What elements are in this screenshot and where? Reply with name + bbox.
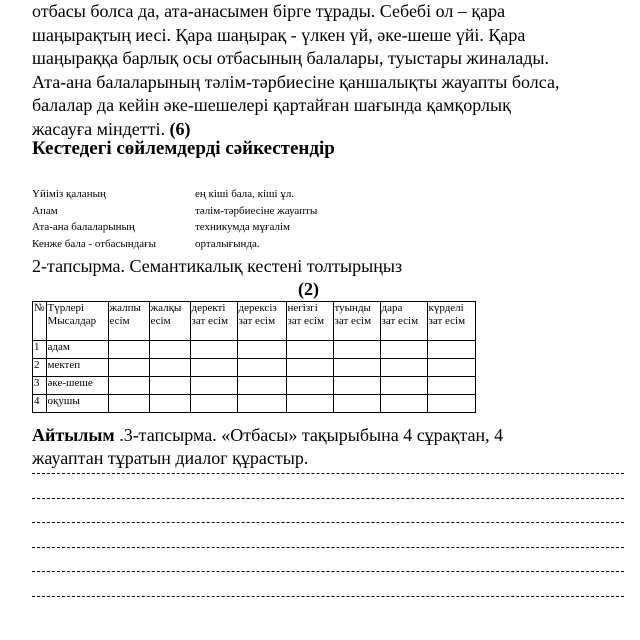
answer-cell[interactable] bbox=[149, 377, 190, 395]
row-word: әке-шеше bbox=[46, 377, 108, 395]
answer-line[interactable] bbox=[32, 571, 624, 572]
matching-right: орталығында. bbox=[195, 237, 260, 250]
answer-cell[interactable] bbox=[286, 395, 333, 413]
matching-left: Кенже бала - отбасындағы bbox=[32, 237, 157, 250]
answer-cell[interactable] bbox=[380, 359, 427, 377]
task2-title: 2-тапсырма. Семантикалық кестені толтырыңыз bbox=[32, 256, 403, 276]
answer-cell[interactable] bbox=[380, 377, 427, 395]
header-cell: жалпы есім bbox=[108, 302, 149, 341]
row-number: 4 bbox=[33, 395, 47, 413]
answer-cell[interactable] bbox=[286, 377, 333, 395]
answer-line[interactable] bbox=[32, 498, 624, 499]
header-cell: деректі зат есім bbox=[190, 302, 237, 341]
answer-cell[interactable] bbox=[108, 377, 149, 395]
answer-line[interactable] bbox=[32, 596, 624, 597]
matching-row bbox=[32, 236, 317, 253]
answer-line[interactable] bbox=[32, 547, 624, 548]
row-word: мектеп bbox=[46, 359, 108, 377]
row-number: 2 bbox=[33, 359, 47, 377]
answer-cell[interactable] bbox=[149, 341, 190, 359]
header-cell: № bbox=[33, 302, 47, 341]
answer-cell[interactable] bbox=[380, 341, 427, 359]
answer-cell[interactable] bbox=[149, 395, 190, 413]
answer-cell[interactable] bbox=[333, 395, 380, 413]
task2-score: (2) bbox=[298, 279, 319, 299]
paragraph-line: Ата-ана балаларының тәлім-тәрбиесіне қаншалықты жауапты болса, bbox=[32, 71, 560, 92]
answer-cell[interactable] bbox=[286, 359, 333, 377]
answer-cell[interactable] bbox=[190, 377, 237, 395]
answer-cell[interactable] bbox=[427, 377, 475, 395]
answer-cell[interactable] bbox=[190, 341, 237, 359]
task3-text: .3-тапсырма. «Отбасы» тақырыбына 4 сұрақтан, 4 bbox=[114, 425, 504, 445]
matching-right: техникумда мұғалім bbox=[195, 221, 291, 233]
answer-cell[interactable] bbox=[108, 395, 149, 413]
answer-cell[interactable] bbox=[380, 395, 427, 413]
matching-right: ең кіші бала, кіші ұл. bbox=[195, 188, 295, 200]
answer-cell[interactable] bbox=[427, 395, 475, 413]
matching-left: Апам bbox=[32, 204, 58, 217]
table-row bbox=[33, 395, 476, 413]
table-row bbox=[33, 359, 476, 377]
row-number: 3 bbox=[33, 377, 47, 395]
table-row bbox=[33, 341, 476, 359]
matching-row bbox=[32, 219, 317, 236]
paragraph-line: балалар да кейін әке-шешелері қартайған шағында қамқорлық bbox=[32, 95, 511, 115]
matching-right: тәлім-тәрбиесіне жауапты bbox=[195, 204, 318, 217]
row-word: оқушы bbox=[46, 395, 108, 413]
answer-cell[interactable] bbox=[108, 341, 149, 359]
answer-cell[interactable] bbox=[286, 341, 333, 359]
answer-lines bbox=[32, 473, 624, 620]
table-row bbox=[33, 377, 476, 395]
paragraph-line: жасауға міндетті. bbox=[32, 118, 165, 139]
matching-list bbox=[32, 186, 317, 252]
header-cell: негізгі зат есім bbox=[286, 302, 333, 341]
answer-cell[interactable] bbox=[190, 359, 237, 377]
header-cell: туынды зат есім bbox=[333, 302, 380, 341]
table-header-row bbox=[33, 302, 476, 341]
matching-left: Ата-ана балаларының bbox=[32, 221, 135, 233]
answer-cell[interactable] bbox=[237, 341, 286, 359]
answer-line[interactable] bbox=[32, 522, 624, 523]
answer-cell[interactable] bbox=[108, 359, 149, 377]
answer-cell[interactable] bbox=[427, 359, 475, 377]
row-number: 1 bbox=[33, 341, 47, 359]
answer-cell[interactable] bbox=[333, 377, 380, 395]
paragraph-score: (6) bbox=[169, 118, 191, 139]
answer-cell[interactable] bbox=[237, 359, 286, 377]
header-cell: жалқы есім bbox=[149, 302, 190, 341]
matching-row bbox=[32, 203, 317, 220]
row-word: адам bbox=[46, 341, 108, 359]
header-cell: Түрлері Мысалдар bbox=[46, 302, 108, 341]
paragraph-line: отбасы болса да, ата-анасымен бірге тұрады. Себебі ол – қара bbox=[32, 1, 506, 21]
header-cell: күрделі зат есім bbox=[427, 302, 475, 341]
answer-cell[interactable] bbox=[237, 395, 286, 413]
paragraph-line: шаңырақтың иесі. Қара шаңырақ - үлкен үй, әке-шеше үйі. Қара bbox=[32, 24, 526, 45]
answer-cell[interactable] bbox=[237, 377, 286, 395]
answer-cell[interactable] bbox=[333, 341, 380, 359]
answer-cell[interactable] bbox=[190, 395, 237, 413]
answer-cell[interactable] bbox=[427, 341, 475, 359]
paragraph-line: шаңыраққа барлық осы отбасының балалары, туыстары жиналады. bbox=[32, 48, 549, 68]
matching-heading: Кестедегі сөйлемдерді сәйкестендір bbox=[32, 138, 335, 159]
task3-label: Айтылым bbox=[32, 425, 115, 445]
reading-paragraph bbox=[32, 0, 620, 141]
header-cell: дара зат есім bbox=[380, 302, 427, 341]
task3 bbox=[32, 424, 622, 470]
task3-text: жауаптан тұратын диалог құрастыр. bbox=[32, 448, 309, 468]
answer-cell[interactable] bbox=[333, 359, 380, 377]
matching-row bbox=[32, 186, 317, 203]
answer-cell[interactable] bbox=[149, 359, 190, 377]
matching-left: Үйіміз қаланың bbox=[32, 188, 106, 200]
answer-line[interactable] bbox=[32, 473, 624, 474]
semantic-table bbox=[32, 301, 476, 413]
header-cell: дерексіз зат есім bbox=[237, 302, 286, 341]
